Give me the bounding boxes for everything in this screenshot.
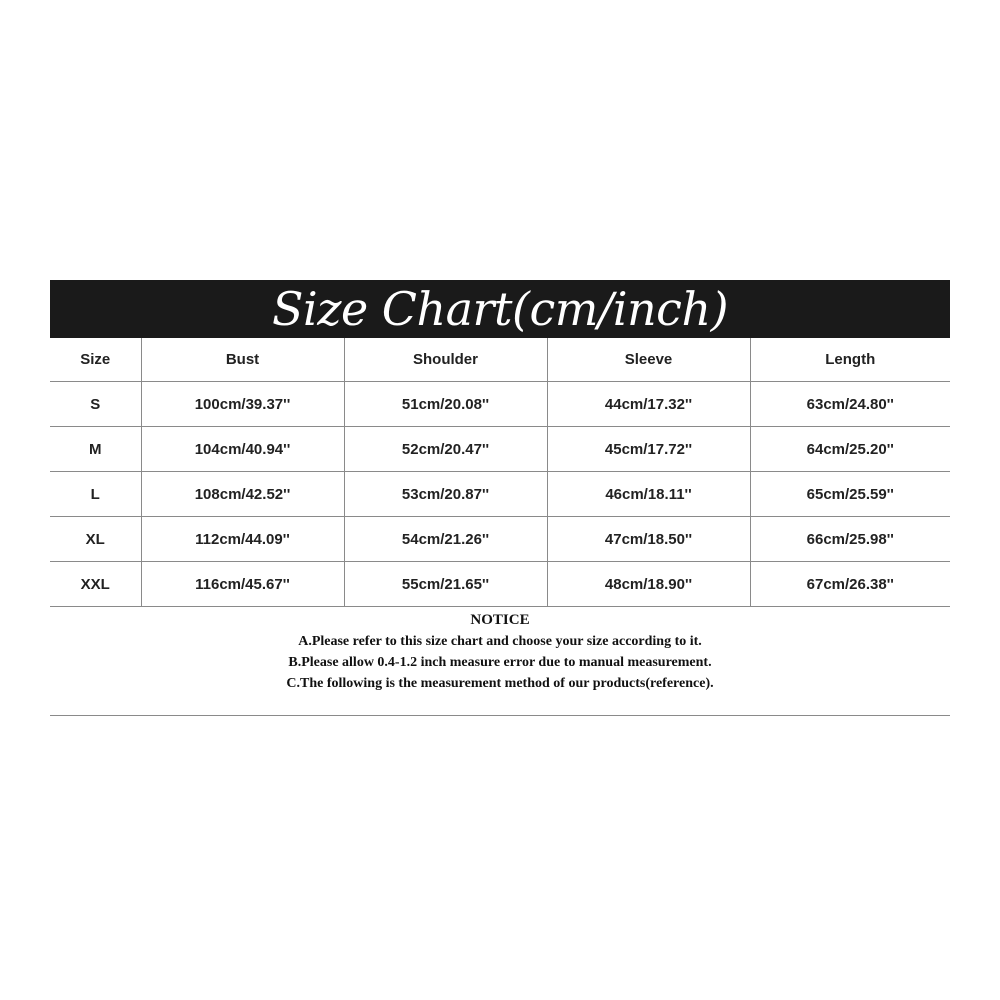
cell-sleeve: 46cm/18.11'' — [547, 472, 750, 517]
cell-size: S — [50, 382, 141, 427]
cell-sleeve: 44cm/17.32'' — [547, 382, 750, 427]
cell-length: 66cm/25.98'' — [750, 517, 950, 562]
chart-title: Size Chart(cm/inch) — [271, 282, 729, 336]
cell-size: XXL — [50, 562, 141, 607]
table-row — [50, 517, 950, 562]
cell-shoulder: 51cm/20.08'' — [344, 382, 547, 427]
cell-shoulder: 55cm/21.65'' — [344, 562, 547, 607]
notice-line-a: A.Please refer to this size chart and choose your size according to it. — [298, 634, 702, 649]
table-row — [50, 562, 950, 607]
cell-bust: 116cm/45.67'' — [141, 562, 344, 607]
cell-shoulder: 52cm/20.47'' — [344, 427, 547, 472]
cell-bust: 104cm/40.94'' — [141, 427, 344, 472]
cell-shoulder: 54cm/21.26'' — [344, 517, 547, 562]
cell-length: 64cm/25.20'' — [750, 427, 950, 472]
header-sleeve: Sleeve — [547, 338, 750, 382]
cell-bust: 112cm/44.09'' — [141, 517, 344, 562]
cell-length: 67cm/26.38'' — [750, 562, 950, 607]
header-bust: Bust — [141, 338, 344, 382]
cell-shoulder: 53cm/20.87'' — [344, 472, 547, 517]
cell-sleeve: 48cm/18.90'' — [547, 562, 750, 607]
cell-bust: 108cm/42.52'' — [141, 472, 344, 517]
header-length: Length — [750, 338, 950, 382]
notice-line-c: C.The following is the measurement method of our products(reference). — [286, 676, 714, 691]
header-row — [50, 338, 950, 382]
cell-size: M — [50, 427, 141, 472]
notice-title: NOTICE — [470, 612, 530, 628]
cell-bust: 100cm/39.37'' — [141, 382, 344, 427]
header-size: Size — [50, 338, 141, 382]
cell-sleeve: 47cm/18.50'' — [547, 517, 750, 562]
cell-sleeve: 45cm/17.72'' — [547, 427, 750, 472]
notice-line-b: B.Please allow 0.4-1.2 inch measure error due to manual measurement. — [288, 655, 712, 670]
cell-size: XL — [50, 517, 141, 562]
cell-size: L — [50, 472, 141, 517]
table-row — [50, 427, 950, 472]
title-bar — [50, 280, 950, 338]
size-chart — [50, 280, 950, 716]
table-row — [50, 382, 950, 427]
notice-section — [50, 607, 950, 716]
cell-length: 65cm/25.59'' — [750, 472, 950, 517]
size-table — [50, 338, 950, 607]
table-row — [50, 472, 950, 517]
cell-length: 63cm/24.80'' — [750, 382, 950, 427]
header-shoulder: Shoulder — [344, 338, 547, 382]
